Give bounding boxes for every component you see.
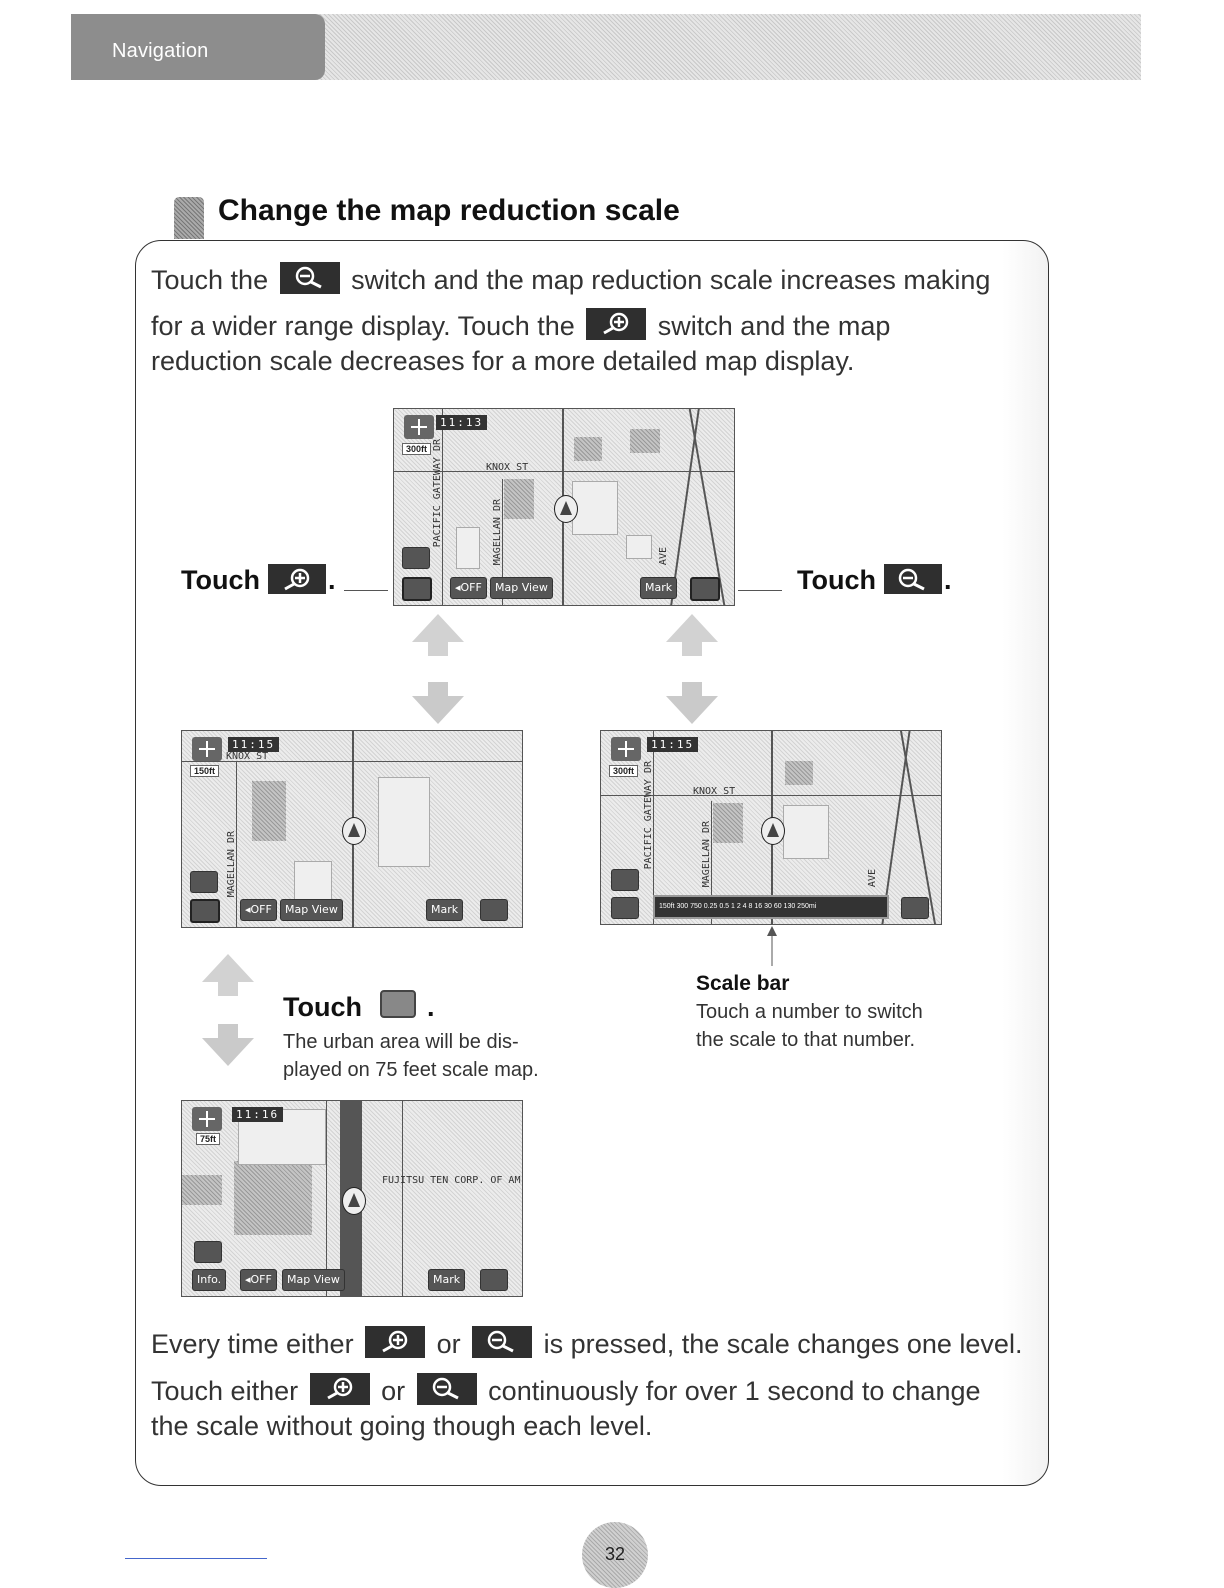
mark-button[interactable]: Mark <box>426 899 463 921</box>
title-marker <box>174 197 204 239</box>
guidance-off-button[interactable]: ◂OFF <box>240 1269 277 1291</box>
up-arrow-icon <box>664 612 720 658</box>
zoom-in-icon <box>586 308 646 340</box>
page-number-badge <box>582 1522 648 1588</box>
zoom-in-icon <box>365 1326 425 1358</box>
page-title: Change the map reduction scale <box>218 194 680 227</box>
section-label: Navigation <box>112 40 209 62</box>
zoom-out-icon <box>472 1326 532 1358</box>
info-button[interactable]: Info. <box>192 1269 226 1291</box>
map-screen-scale-bar: 11:15 300ft KNOX ST PACIFIC GATEWAY DR MAGELLAN DR AVE 150ft 300 750 0.25 0.5 1 2 4 8 16 30 60 130 250mi <box>600 730 942 925</box>
map-screen-300ft: 11:13 300ft KNOX ST PACIFIC GATEWAY DR MAGELLAN DR AVE ◂OFF Map View Mark <box>393 408 735 606</box>
zoom-out-button[interactable] <box>480 1269 508 1291</box>
center-icon <box>380 990 416 1018</box>
vehicle-position-icon <box>554 495 578 523</box>
north-icon[interactable] <box>611 737 641 761</box>
zoom-out-icon <box>884 564 942 594</box>
outro-line-2: Touch either or continuously for over 1 second to change <box>151 1373 981 1407</box>
touch-zoom-in-label: Touch . <box>181 565 336 595</box>
zoom-out-icon <box>280 262 340 294</box>
north-icon[interactable] <box>404 415 434 439</box>
touch-zoom-out-label: Touch . <box>797 565 952 595</box>
guidance-off-button[interactable]: ◂OFF <box>450 577 487 599</box>
scale-bar-caption: Touch a number to switch the scale to that number. <box>696 1001 923 1051</box>
touch-center-label: Touch . <box>283 992 435 1022</box>
outro-line-3: the scale without going though each level. <box>151 1411 653 1441</box>
center-icon[interactable] <box>190 871 218 893</box>
north-icon[interactable] <box>192 1107 222 1131</box>
scale-bar-title: Scale bar <box>696 972 790 995</box>
zoom-in-icon <box>310 1373 370 1405</box>
center-cursor-button[interactable] <box>190 899 220 923</box>
zoom-out-button[interactable] <box>901 897 929 919</box>
down-arrow-icon <box>410 680 466 726</box>
arrow-icon <box>738 590 782 591</box>
zoom-out-button[interactable] <box>690 577 720 601</box>
map-view-button[interactable]: Map View <box>280 899 343 921</box>
vehicle-position-icon <box>342 1187 366 1215</box>
footer-rule <box>125 1558 267 1559</box>
zoom-in-button[interactable] <box>611 897 639 919</box>
intro-line-1: Touch the switch and the map reduction scale increases making <box>151 262 990 296</box>
zoom-in-button[interactable] <box>402 577 432 601</box>
down-arrow-icon <box>664 680 720 726</box>
intro-line-2: for a wider range display. Touch the switch and the map <box>151 308 890 342</box>
arrow-icon <box>766 926 778 966</box>
outro-line-1: Every time either or is pressed, the scale changes one level. <box>151 1326 1022 1360</box>
center-icon[interactable] <box>402 547 430 569</box>
vehicle-position-icon <box>342 817 366 845</box>
arrow-icon <box>344 590 388 591</box>
map-view-button[interactable]: Map View <box>282 1269 345 1291</box>
vehicle-position-icon <box>761 817 785 845</box>
zoom-out-button[interactable] <box>480 899 508 921</box>
down-arrow-icon <box>200 1022 256 1068</box>
map-screen-75ft: 11:16 75ft FUJITSU TEN CORP. OF AM Info. ◂OFF Map View Mark <box>181 1100 523 1297</box>
center-icon[interactable] <box>611 869 639 891</box>
mark-button[interactable]: Mark <box>428 1269 465 1291</box>
map-screen-150ft: 11:15 150ft KNOX ST MAGELLAN DR ◂OFF Map View Mark <box>181 730 523 928</box>
urban-caption: The urban area will be dis- played on 75 feet scale map. <box>283 1031 539 1081</box>
map-view-button[interactable]: Map View <box>490 577 553 599</box>
up-arrow-icon <box>200 952 256 998</box>
page-number: 32 <box>604 1544 626 1564</box>
zoom-in-icon <box>268 564 326 594</box>
mark-button[interactable]: Mark <box>640 577 677 599</box>
intro-line-3: reduction scale decreases for a more detailed map display. <box>151 346 855 376</box>
up-arrow-icon <box>410 612 466 658</box>
zoom-out-icon <box>417 1373 477 1405</box>
section-tab <box>71 14 325 80</box>
guidance-off-button[interactable]: ◂OFF <box>240 899 277 921</box>
scale-bar[interactable]: 150ft 300 750 0.25 0.5 1 2 4 8 16 30 60 130 250mi <box>653 895 889 919</box>
center-icon[interactable] <box>194 1241 222 1263</box>
north-icon[interactable] <box>192 737 222 761</box>
